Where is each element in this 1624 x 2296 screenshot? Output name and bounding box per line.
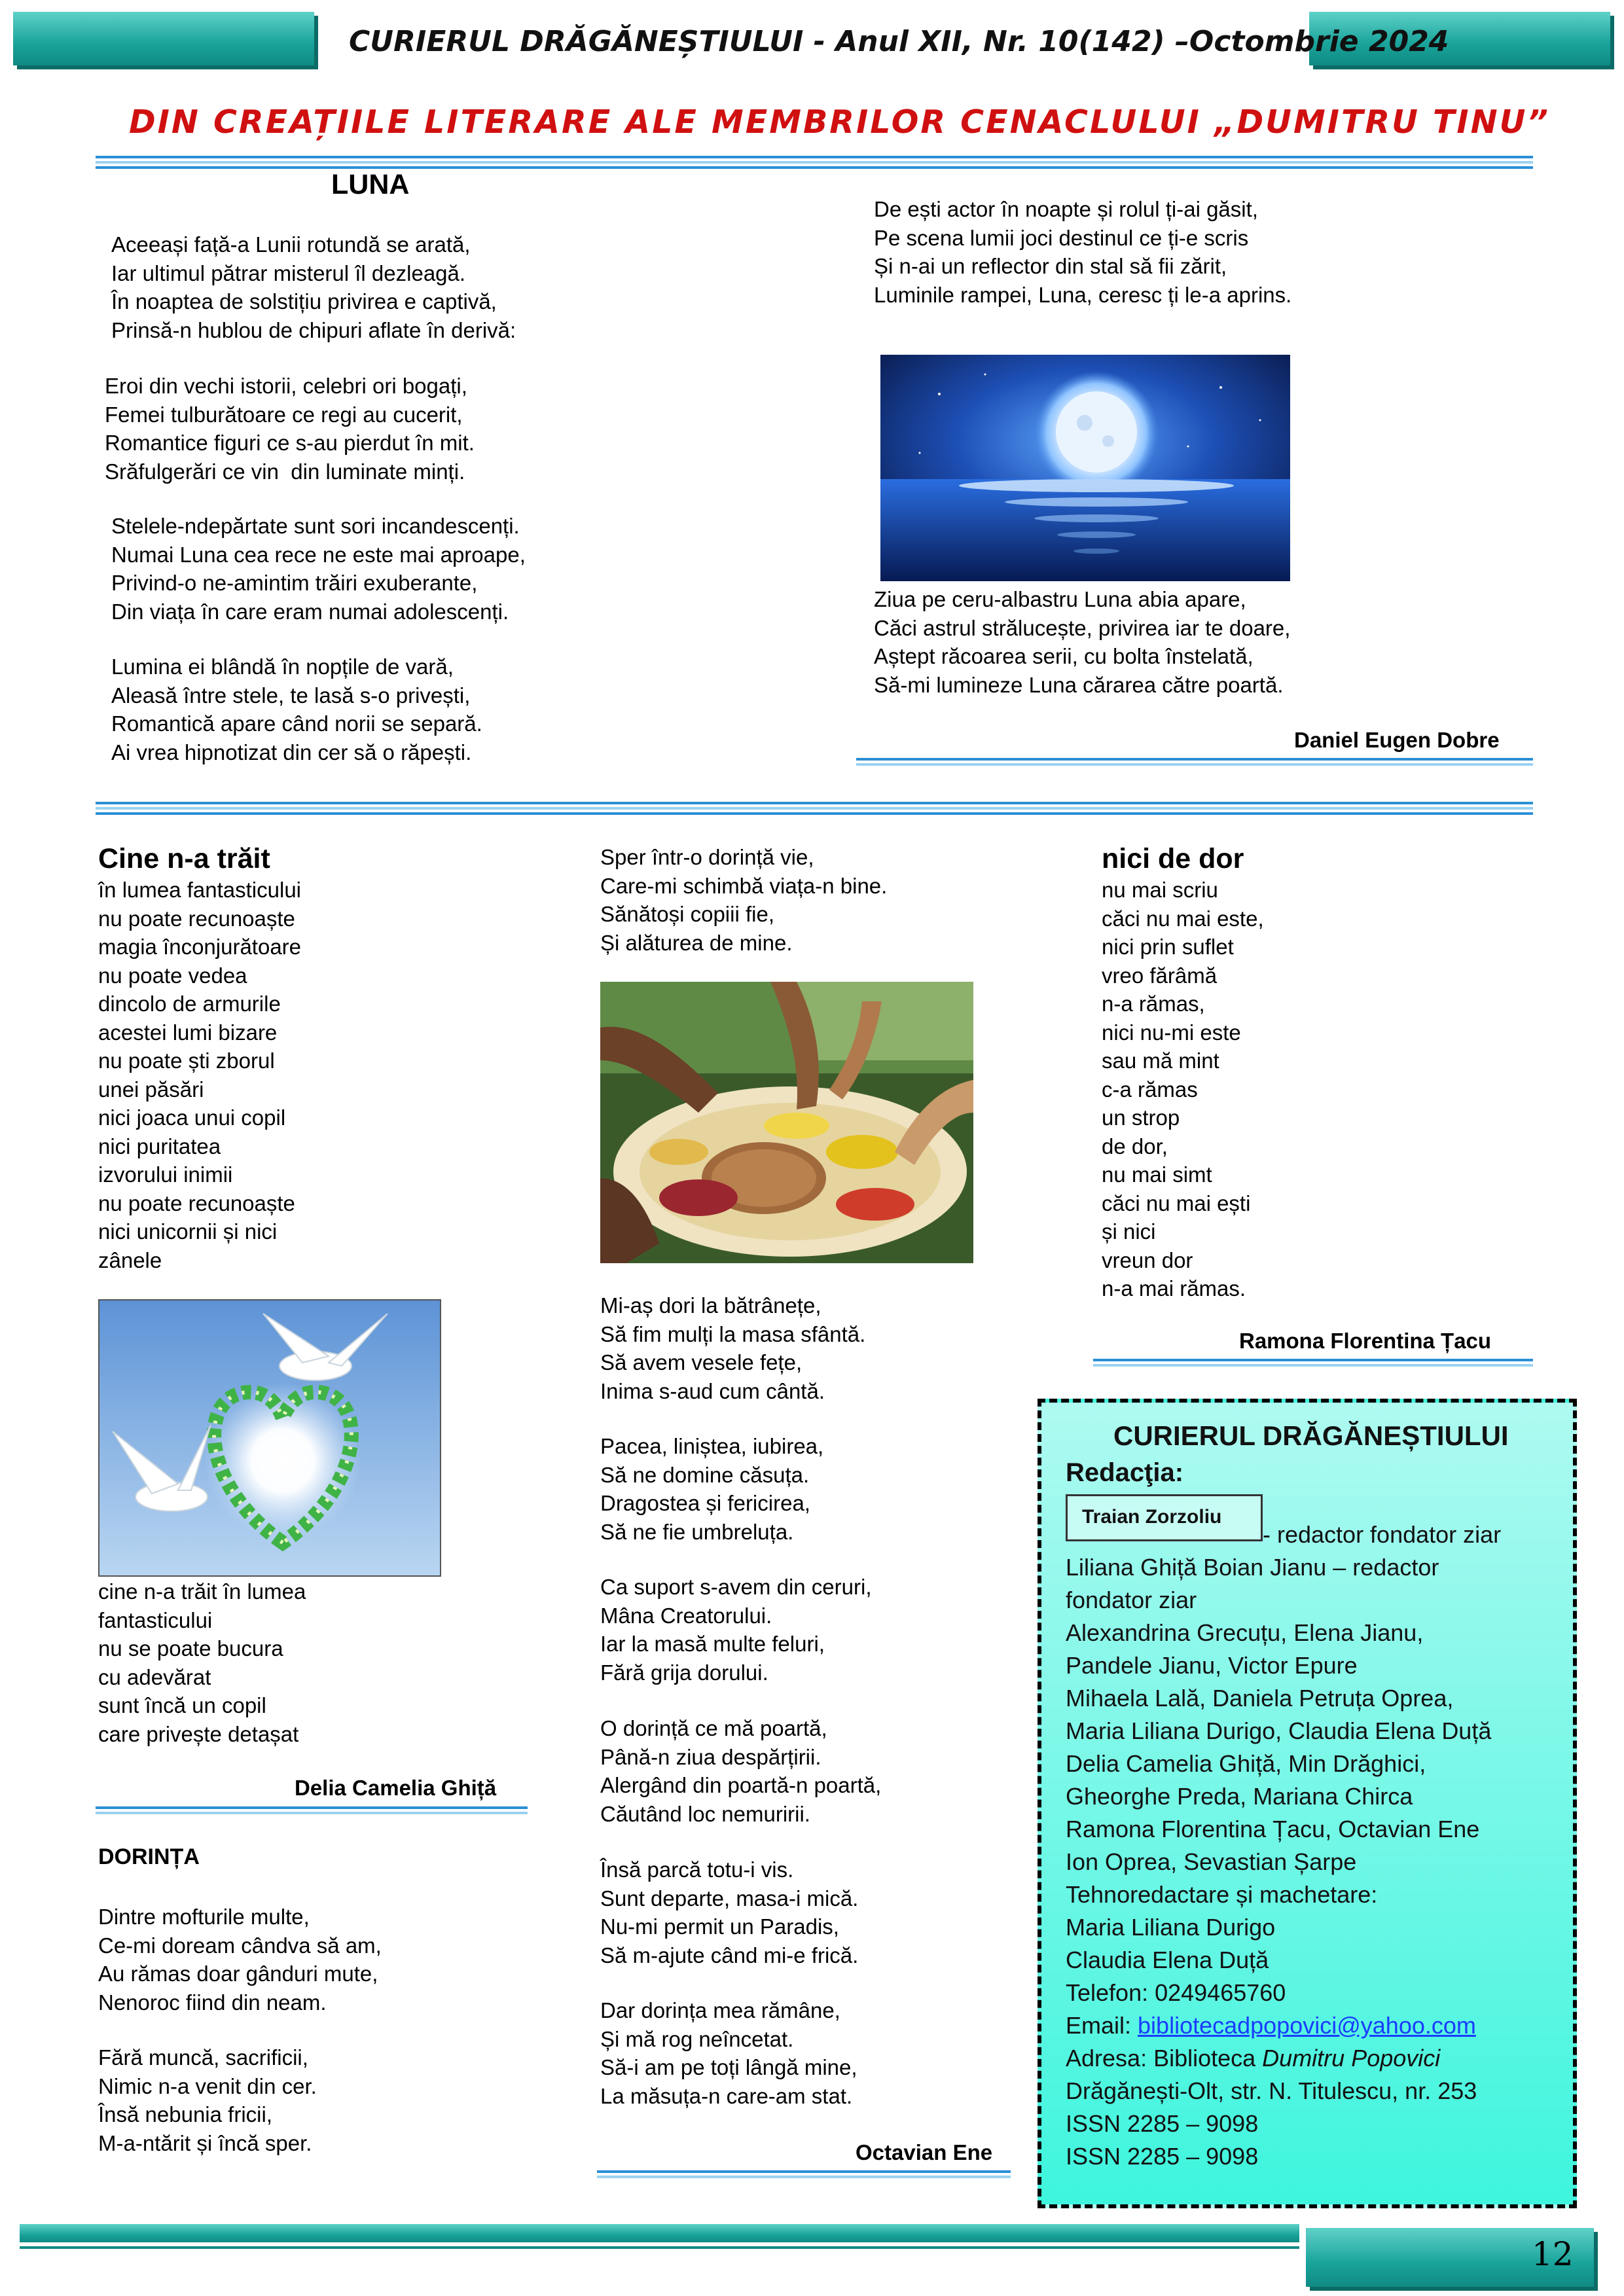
editorial-box-title: CURIERUL DRĂGĂNEȘTIULUI	[1113, 1420, 1509, 1451]
cine-part-1: în lumea fantasticului nu poate recunoaște magia înconjurătoare nu poate vedea dincolo de armurile acestei lumi bizare nu poate ști zborul unei păsări nici joaca unui copil nici puritatea izvorului inimii nu poate recunoaște nici unicornii și nici zânele	[98, 878, 302, 1272]
section-rule-top-2	[96, 161, 1533, 164]
editor-line-6: Mihaela Lală, Daniela Petruța Oprea,	[1066, 1685, 1454, 1712]
editor-line-13: Maria Liliana Durigo	[1066, 1914, 1276, 1941]
editor-line-12: Tehnoredactare și machetare:	[1066, 1881, 1378, 1908]
section-divider-2	[96, 807, 1533, 810]
address-line	[1066, 2042, 1440, 2075]
cine-author-rule-2	[96, 1812, 528, 1814]
moon-over-sea-image	[880, 355, 1290, 581]
editorial-box	[1038, 1399, 1577, 2208]
dorinta-stanza-6: Ca suport s-avem din ceruri, Mâna Creatorului. Iar la masă multe feluri, Fără grija dorului.	[600, 1575, 872, 1685]
footer-bar	[20, 2224, 1299, 2242]
cine-author-rule	[96, 1806, 528, 1809]
luna-stanza-6: Ziua pe ceru-albastru Luna abia apare, Căci astrul strălucește, privirea iar te doare, Aștept răcoarea serii, cu bolta înstelată, Să-mi lumineze Luna cărarea către poartă.	[874, 587, 1291, 697]
editor-line-7: Maria Liliana Durigo, Claudia Elena Duță	[1066, 1717, 1492, 1744]
page-number: 12	[1532, 2235, 1574, 2273]
address-library-name: Dumitru Popovici	[1262, 2045, 1441, 2072]
poem-title-dorinta: DORINȚA	[98, 1844, 200, 1869]
address-line-2: Drăgănești-Olt, str. N. Titulescu, nr. 253	[1066, 2077, 1477, 2104]
header-tab-left	[13, 12, 314, 65]
dorinta-author-rule-2	[597, 2176, 1011, 2178]
dorinta-stanza-4: Mi-aș dori la bătrânețe, Să fim mulți la masa sfântă. Să avem vesele fețe, Inima s-aud cum cântă.	[600, 1293, 866, 1403]
author-ramona-florentina-tacu: Ramona Florentina Țacu	[1239, 1329, 1492, 1353]
luna-stanza-4: Lumina ei blândă în nopțile de vară, Aleasă între stele, te lasă s-o privești, Romantică apare când norii se separă. Ai vrea hipnotizat din cer să o răpești.	[111, 655, 482, 764]
author-daniel-eugen-dobre: Daniel Eugen Dobre	[1294, 728, 1500, 752]
editor-line-14: Claudia Elena Duță	[1066, 1946, 1269, 1973]
section-divider-3	[96, 812, 1533, 815]
nici-author-rule-2	[1093, 1364, 1533, 1367]
email-label: Email:	[1066, 2012, 1138, 2039]
luna-author-rule	[856, 758, 1533, 761]
dorinta-stanza-3: Sper într-o dorință vie, Care-mi schimbă viața-n bine. Sănătoși copiii fie, Și alăturea de mine.	[600, 845, 888, 955]
editor-line-4: Alexandrina Grecuțu, Elena Jianu,	[1066, 1619, 1424, 1646]
newspaper-header-title: CURIERUL DRĂGĂNEȘTIULUI - Anul XII, Nr. 10(142) –Octombrie 2024	[349, 25, 1449, 58]
phone-line: Telefon: 0249465760	[1066, 1979, 1286, 2006]
dorinta-stanza-1: Dintre mofturile multe, Ce-mi doream cândva să am, Au rămas doar gânduri mute, Nenoroc fiind din neam.	[98, 1905, 382, 2015]
dorinta-stanza-9: Dar dorința mea rămâne, Și mă rog neîncetat. Să-i am pe toți lângă mine, La măsuța-n care-am stat.	[600, 1998, 857, 2108]
poem-title-luna: LUNA	[331, 169, 410, 200]
dorinta-stanza-8: Însă parcă totu-i vis. Sunt departe, masa-i mică. Nu-mi permit un Paradis, Să m-ajute când mi-e frică.	[600, 1857, 859, 1967]
editor-line-9: Gheorghe Preda, Mariana Chirca	[1066, 1783, 1413, 1810]
nici-author-rule	[1093, 1359, 1533, 1361]
footer-bar-line	[20, 2246, 1299, 2249]
section-rule-top-3	[96, 166, 1533, 169]
dorinta-stanza-2: Fără muncă, sacrificii, Nimic n-a venit din cer. Însă nebunia fricii, M-a-ntărit și încă sper.	[98, 2045, 317, 2155]
doves-heart-image	[98, 1299, 441, 1577]
luna-author-rule-2	[856, 763, 1533, 766]
author-octavian-ene: Octavian Ene	[856, 2140, 993, 2164]
issn-line-1: ISSN 2285 – 9098	[1066, 2110, 1259, 2137]
editor-line-3: fondator ziar	[1066, 1587, 1197, 1613]
editor-line-8: Delia Camelia Ghiță, Min Drăghici,	[1066, 1750, 1426, 1777]
founder-name: Traian Zorzoliu	[1082, 1506, 1222, 1528]
founder-role: - redactor fondator ziar	[1263, 1521, 1502, 1548]
address-label: Adresa: Biblioteca	[1066, 2045, 1263, 2072]
luna-stanza-5: De ești actor în noapte și rolul ți-ai găsit, Pe scena lumii joci destinul ce ți-e scris Și n-ai un reflector din stal să fii zărit, Luminile rampei, Luna, ceresc ți le-a aprins.	[874, 197, 1292, 307]
section-divider	[96, 802, 1533, 804]
editor-line-2: Liliana Ghiță Boian Jianu – redactor	[1066, 1554, 1439, 1581]
section-rule-top	[96, 156, 1533, 158]
email-line	[1066, 2009, 1476, 2042]
luna-stanza-3: Stelele-ndepărtate sunt sori incandescenți. Numai Luna cea rece ne este mai aproape, Privind-o ne-amintim trăiri exuberante, Din viața în care eram numai adolescenți.	[111, 514, 526, 624]
author-delia-camelia-ghita: Delia Camelia Ghiță	[295, 1776, 497, 1800]
dorinta-stanza-5: Pacea, liniștea, iubirea, Să ne domine căsuța. Dragostea și fericirea, Să ne fie umbreluța.	[600, 1434, 824, 1544]
email-link[interactable]: bibliotecadpopovici@yahoo.com	[1138, 2012, 1476, 2039]
shared-meal-image	[600, 982, 973, 1263]
dorinta-author-rule	[597, 2170, 1011, 2173]
luna-stanza-2: Eroi din vechi istorii, celebri ori bogați, Femei tulburătoare ce regi au cucerit, Romantice figuri ce s-au pierdut în mit. Srăfulgerări ce vin din luminate minți.	[105, 374, 475, 484]
poem-title-nici-de-dor: nici de dor	[1102, 843, 1244, 874]
issn-line-2: ISSN 2285 – 9098	[1066, 2143, 1259, 2170]
editor-line-11: Ion Oprea, Sevastian Șarpe	[1066, 1848, 1357, 1875]
section-title: DIN CREAȚIILE LITERARE ALE MEMBRILOR CENACLULUI „DUMITRU TINU”	[129, 103, 1550, 141]
nici-de-dor-body: nu mai scriu căci nu mai este, nici prin suflet vreo fărâmă n-a rămas, nici nu-mi este sau mă mint c-a rămas un strop de dor, nu mai simt căci nu mai ești și nici vreun dor n-a mai rămas.	[1102, 878, 1264, 1300]
editorial-label: Redacţia:	[1066, 1458, 1184, 1487]
luna-stanza-1: Aceeași față-a Lunii rotundă se arată, Iar ultimul pătrar misterul îl dezleagă. În noaptea de solstițiu privirea e captivă, Prinsă-n hublou de chipuri aflate în derivă:	[111, 232, 516, 342]
cine-part-2: cine n-a trăit în lumea fantasticului nu se poate bucura cu adevărat sunt încă un copil care privește detașat	[98, 1579, 306, 1746]
poem-title-cine-n-a-trait: Cine n-a trăit	[98, 843, 270, 874]
editor-line-5: Pandele Jianu, Victor Epure	[1066, 1652, 1358, 1679]
editor-line-10: Ramona Florentina Țacu, Octavian Ene	[1066, 1816, 1480, 1842]
dorinta-stanza-7: O dorință ce mă poartă, Până-n ziua despărțirii. Alergând din poartă-n poartă, Căutând loc nemuririi.	[600, 1716, 882, 1826]
